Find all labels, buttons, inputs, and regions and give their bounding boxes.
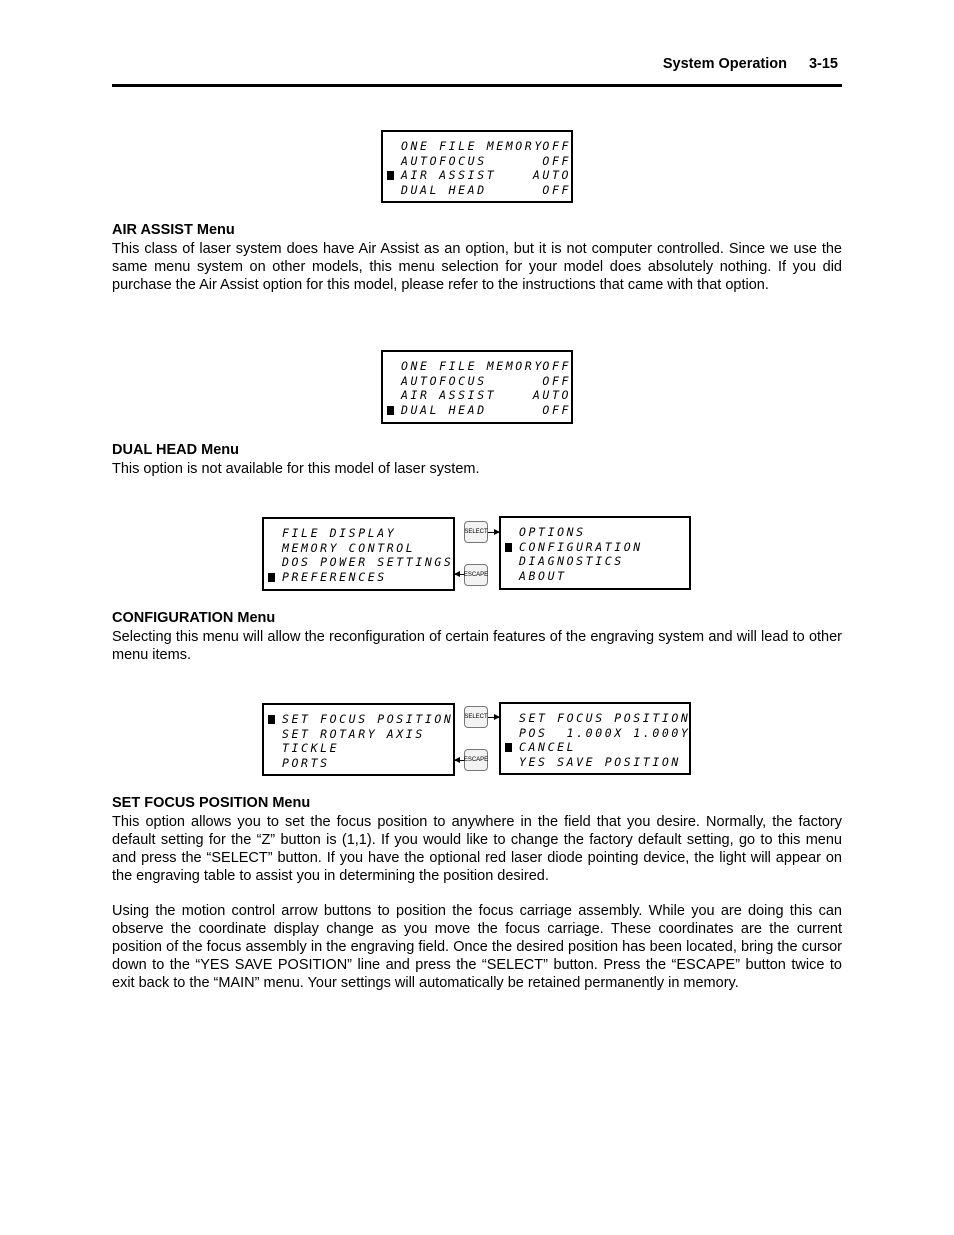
- lcd-row-label: TICKLE: [282, 741, 340, 755]
- lcd-row: [501, 740, 689, 755]
- lcd-row-label: AUTOFOCUS: [401, 373, 487, 388]
- configuration-body: Selecting this menu will allow the reconfiguration of certain features of the engraving system and will lead to other menu items.: [112, 629, 842, 663]
- lcd-row-label: POS 1.000X 1.000Y: [519, 725, 691, 740]
- lcd-display-air-assist: [381, 130, 573, 203]
- lcd-row-label: ONE FILE MEMORY: [401, 139, 544, 153]
- lcd-row-label: AUTOFOCUS: [401, 153, 487, 168]
- lcd-display-preferences-menu: [499, 516, 691, 590]
- lcd-row-label: SET ROTARY AXIS: [282, 726, 425, 741]
- select-arrow-2: [488, 717, 499, 718]
- lcd-row-label: ABOUT: [519, 568, 567, 583]
- cursor-marker: [268, 715, 275, 724]
- lcd-row: [501, 554, 689, 569]
- lcd-row-label: DUAL HEAD: [401, 182, 487, 197]
- lcd-row-label: FILE DISPLAY: [282, 526, 397, 540]
- air-assist-heading: AIR ASSIST Menu: [112, 222, 235, 238]
- configuration-heading: CONFIGURATION Menu: [112, 610, 276, 626]
- lcd-row: [264, 727, 453, 742]
- lcd-row: [501, 569, 689, 584]
- escape-button-2: ESCAPE: [464, 749, 488, 771]
- lcd-row: [264, 526, 453, 541]
- lcd-display-set-focus-menu: [499, 702, 691, 775]
- lcd-row-label: SET FOCUS POSITION: [282, 712, 454, 726]
- lcd-row-label: MEMORY CONTROL: [282, 540, 416, 555]
- lcd-row-value: OFF: [542, 373, 571, 388]
- select-button: SELECT: [464, 521, 488, 543]
- lcd-row-value: AUTO: [532, 168, 571, 182]
- set-focus-body-2: Using the motion control arrow buttons to position the focus carriage assembly. While you are doing this can observe the coordinate display change as you move the focus carriage. These coordinates are the current position of the focus assembly in the engraving field. Once the desired position has been located, bring the cursor down to the “YES SAVE POSITION” line and press the “SELECT” button. Press the “ESCAPE” button twice to exit back to the “MAIN” menu. Your settings will automatically be retained permanently in memory.: [112, 903, 842, 991]
- dual-head-heading: DUAL HEAD Menu: [112, 442, 240, 458]
- set-focus-heading: SET FOCUS POSITION Menu: [112, 795, 311, 811]
- lcd-row-label: OPTIONS: [519, 525, 586, 539]
- lcd-row: [264, 555, 453, 570]
- lcd-row-label: PREFERENCES: [282, 569, 387, 584]
- lcd-row: [264, 712, 453, 727]
- lcd-row: [383, 168, 571, 183]
- lcd-row: [383, 183, 571, 198]
- lcd-display-dual-head: [381, 350, 573, 424]
- lcd-row-label: DUAL HEAD: [401, 402, 487, 417]
- lcd-row-label: DIAGNOSTICS: [519, 554, 624, 568]
- section-title: System Operation: [662, 56, 787, 72]
- lcd-row: [264, 756, 453, 771]
- lcd-row-label: ONE FILE MEMORY: [401, 359, 544, 373]
- lcd-row: [383, 139, 571, 154]
- lcd-row: [264, 541, 453, 556]
- escape-button: ESCAPE: [464, 564, 488, 586]
- page-number: 3-15: [808, 56, 838, 72]
- lcd-row-label: CONFIGURATION: [519, 539, 643, 554]
- cursor-marker: [268, 573, 275, 582]
- lcd-row-label: AIR ASSIST: [401, 388, 497, 402]
- select-button-2: SELECT: [464, 706, 488, 728]
- lcd-display-configuration-menu: [262, 703, 455, 776]
- cursor-marker: [505, 543, 512, 552]
- lcd-row: [383, 359, 571, 374]
- lcd-row: [501, 755, 689, 770]
- page-header: [663, 56, 838, 72]
- lcd-row-label: YES SAVE POSITION: [519, 754, 681, 769]
- cursor-marker: [505, 743, 512, 752]
- lcd-row: [383, 403, 571, 418]
- lcd-row-value: OFF: [542, 153, 571, 168]
- lcd-row: [383, 374, 571, 389]
- lcd-row-value: AUTO: [532, 388, 571, 402]
- lcd-row: [501, 711, 689, 726]
- lcd-row: [501, 540, 689, 555]
- lcd-row-label: DOS POWER SETTINGS: [282, 555, 454, 569]
- lcd-row-value: OFF: [542, 182, 571, 197]
- set-focus-body-1: This option allows you to set the focus position to anywhere in the field that you desire. Normally, the factory default setting for the “Z” button is (1,1). If you would like to change the factory default setting, go to this menu and press the “SELECT” button. If you have the optional red laser diode pointing device, the light will appear on the engraving table to assist you in determining the position desired.: [112, 814, 842, 884]
- escape-arrow: [455, 574, 464, 575]
- dual-head-body: This option is not available for this model of laser system.: [112, 461, 480, 477]
- lcd-row-label: SET FOCUS POSITION: [519, 711, 691, 725]
- header-rule: [112, 84, 842, 87]
- lcd-row: [501, 525, 689, 540]
- lcd-row-label: PORTS: [282, 755, 330, 770]
- lcd-display-main-menu: [262, 517, 455, 591]
- lcd-row-label: CANCEL: [519, 740, 577, 754]
- escape-arrow-2: [455, 760, 464, 761]
- cursor-marker: [387, 406, 394, 415]
- select-arrow: [488, 532, 499, 533]
- lcd-row-value: OFF: [542, 139, 571, 153]
- lcd-row: [501, 726, 689, 741]
- air-assist-body: This class of laser system does have Air Assist as an option, but it is not computer controlled. Since we use the same menu system on other models, this menu selection for your model does absolutely nothing. If you did purchase the Air Assist option for this model, please refer to the instructions that came with that option.: [112, 241, 842, 293]
- lcd-row: [264, 741, 453, 756]
- lcd-row: [383, 154, 571, 169]
- cursor-marker: [387, 171, 394, 180]
- lcd-row: [264, 570, 453, 585]
- lcd-row-value: OFF: [542, 402, 571, 417]
- lcd-row-label: AIR ASSIST: [401, 168, 497, 182]
- lcd-row: [383, 388, 571, 403]
- lcd-row-value: OFF: [542, 359, 571, 373]
